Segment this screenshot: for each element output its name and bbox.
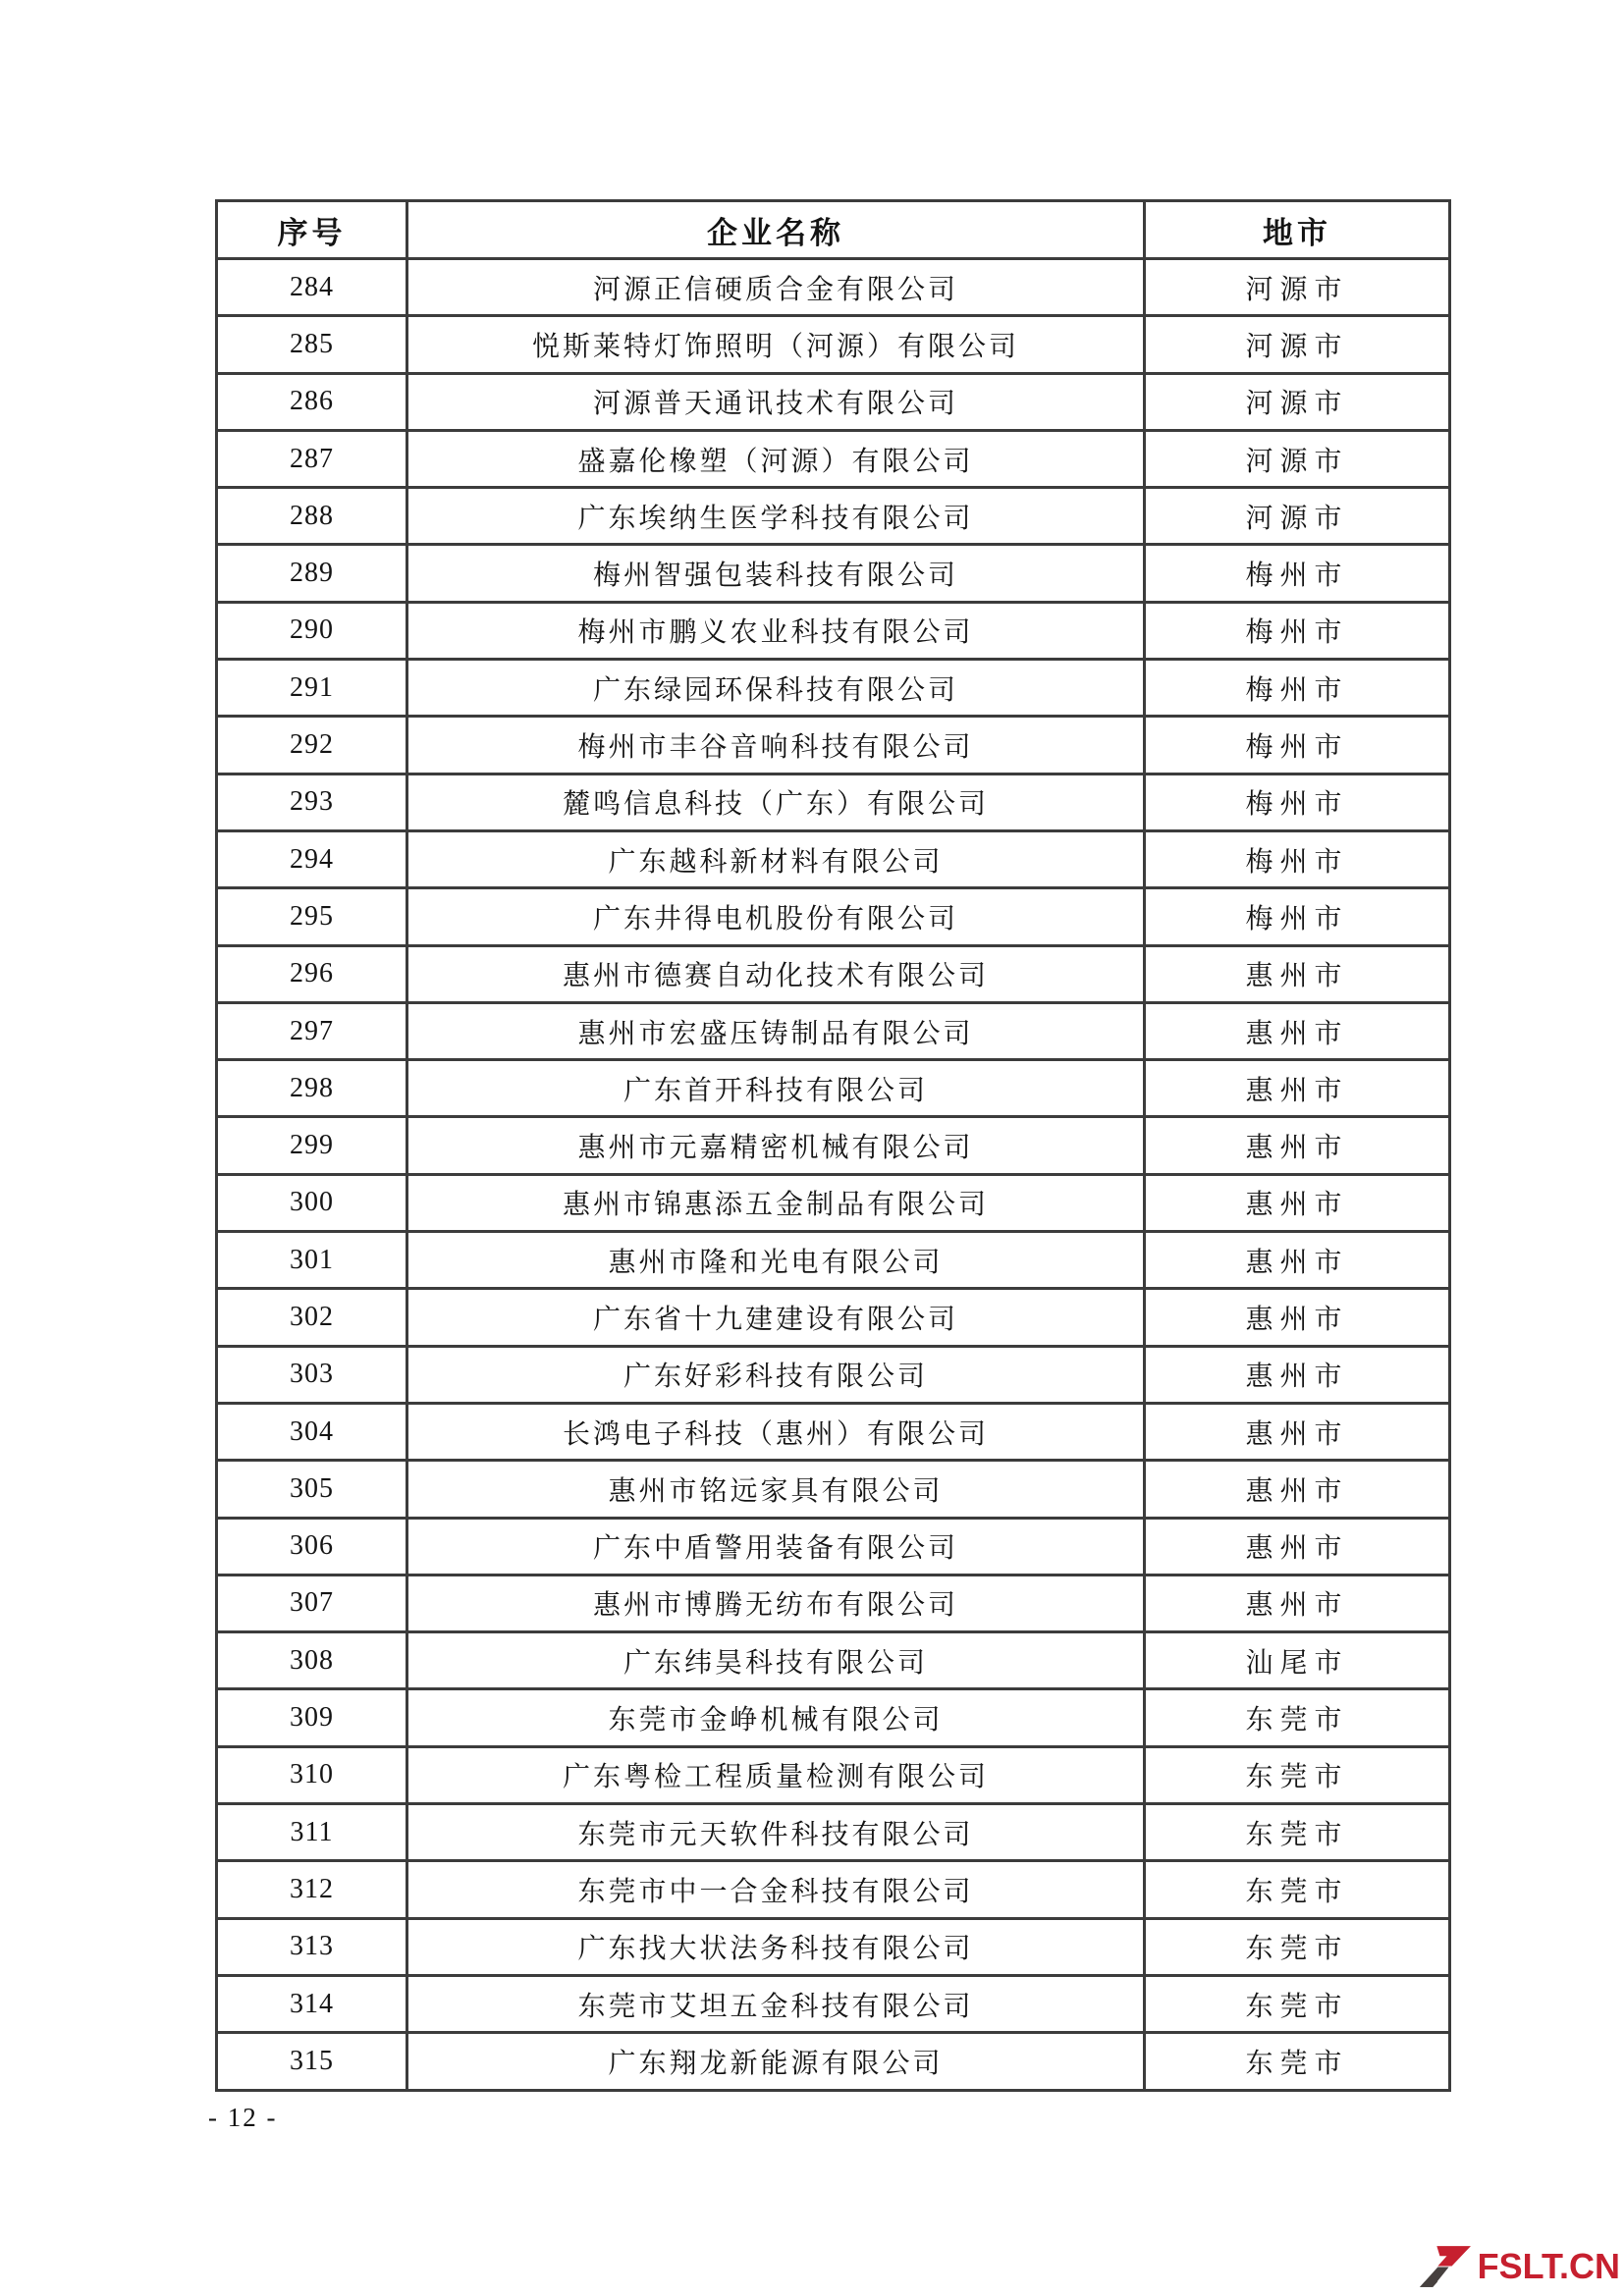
cell-serial: 315 <box>217 2033 407 2090</box>
cell-city: 惠州市 <box>1145 1117 1450 1174</box>
table-row <box>217 1632 1450 1689</box>
cell-company-name: 河源正信硬质合金有限公司 <box>407 259 1145 316</box>
cell-serial: 297 <box>217 1002 407 1059</box>
table-row <box>217 1117 1450 1174</box>
cell-company-name: 东莞市金峥机械有限公司 <box>407 1689 1145 1746</box>
cell-city: 东莞市 <box>1145 1689 1450 1746</box>
company-table <box>215 199 1451 2092</box>
cell-city: 惠州市 <box>1145 1518 1450 1575</box>
cell-city: 惠州市 <box>1145 1346 1450 1403</box>
cell-serial: 299 <box>217 1117 407 1174</box>
cell-city: 梅州市 <box>1145 660 1450 717</box>
cell-city: 惠州市 <box>1145 1461 1450 1518</box>
cell-serial: 289 <box>217 545 407 602</box>
cell-company-name: 广东找大状法务科技有限公司 <box>407 1918 1145 1975</box>
cell-city: 河源市 <box>1145 430 1450 487</box>
cell-serial: 288 <box>217 488 407 545</box>
cell-serial: 309 <box>217 1689 407 1746</box>
table-row <box>217 1289 1450 1346</box>
cell-city: 河源市 <box>1145 488 1450 545</box>
cell-city: 惠州市 <box>1145 1174 1450 1231</box>
cell-city: 汕尾市 <box>1145 1632 1450 1689</box>
cell-serial: 305 <box>217 1461 407 1518</box>
cell-serial: 306 <box>217 1518 407 1575</box>
cell-city: 东莞市 <box>1145 1975 1450 2032</box>
cell-company-name: 惠州市德赛自动化技术有限公司 <box>407 945 1145 1002</box>
cell-city: 惠州市 <box>1145 1403 1450 1460</box>
cell-city: 东莞市 <box>1145 1804 1450 1861</box>
cell-city: 东莞市 <box>1145 1861 1450 1918</box>
cell-city: 梅州市 <box>1145 602 1450 659</box>
cell-serial: 308 <box>217 1632 407 1689</box>
cell-serial: 293 <box>217 774 407 830</box>
cell-company-name: 广东首开科技有限公司 <box>407 1060 1145 1117</box>
cell-company-name: 长鸿电子科技（惠州）有限公司 <box>407 1403 1145 1460</box>
header-serial: 序号 <box>217 201 407 259</box>
cell-serial: 290 <box>217 602 407 659</box>
cell-serial: 285 <box>217 316 407 373</box>
header-company-name: 企业名称 <box>407 201 1145 259</box>
cell-city: 惠州市 <box>1145 1232 1450 1289</box>
cell-serial: 296 <box>217 945 407 1002</box>
table-row <box>217 1346 1450 1403</box>
table-header <box>217 201 1450 259</box>
table-row <box>217 1861 1450 1918</box>
cell-city: 梅州市 <box>1145 545 1450 602</box>
table-row <box>217 316 1450 373</box>
cell-city: 河源市 <box>1145 316 1450 373</box>
table-row <box>217 1174 1450 1231</box>
cell-company-name: 广东井得电机股份有限公司 <box>407 888 1145 945</box>
cell-company-name: 盛嘉伦橡塑（河源）有限公司 <box>407 430 1145 487</box>
table-row <box>217 2033 1450 2090</box>
cell-company-name: 麓鸣信息科技（广东）有限公司 <box>407 774 1145 830</box>
table-row <box>217 1518 1450 1575</box>
logo-red-shape <box>1436 2246 1471 2266</box>
table-row <box>217 602 1450 659</box>
cell-city: 惠州市 <box>1145 1575 1450 1631</box>
table-row <box>217 945 1450 1002</box>
cell-company-name: 梅州智强包装科技有限公司 <box>407 545 1145 602</box>
cell-serial: 295 <box>217 888 407 945</box>
cell-company-name: 惠州市铭远家具有限公司 <box>407 1461 1145 1518</box>
cell-company-name: 东莞市中一合金科技有限公司 <box>407 1861 1145 1918</box>
cell-serial: 301 <box>217 1232 407 1289</box>
cell-company-name: 河源普天通讯技术有限公司 <box>407 373 1145 430</box>
table-row <box>217 1746 1450 1803</box>
cell-serial: 300 <box>217 1174 407 1231</box>
table-row <box>217 259 1450 316</box>
cell-company-name: 广东绿园环保科技有限公司 <box>407 660 1145 717</box>
table-body <box>217 259 1450 2091</box>
cell-serial: 303 <box>217 1346 407 1403</box>
table-row <box>217 545 1450 602</box>
fslt-logo-icon <box>1418 2243 1473 2290</box>
cell-serial: 292 <box>217 717 407 774</box>
cell-company-name: 惠州市锦惠添五金制品有限公司 <box>407 1174 1145 1231</box>
cell-city: 东莞市 <box>1145 1918 1450 1975</box>
table-row <box>217 488 1450 545</box>
header-city: 地市 <box>1145 201 1450 259</box>
cell-serial: 286 <box>217 373 407 430</box>
cell-serial: 310 <box>217 1746 407 1803</box>
cell-serial: 312 <box>217 1861 407 1918</box>
cell-company-name: 广东好彩科技有限公司 <box>407 1346 1145 1403</box>
table-row <box>217 1002 1450 1059</box>
table-row <box>217 1232 1450 1289</box>
cell-company-name: 惠州市博腾无纺布有限公司 <box>407 1575 1145 1631</box>
cell-city: 梅州市 <box>1145 830 1450 887</box>
cell-city: 东莞市 <box>1145 1746 1450 1803</box>
logo-gray-foot <box>1420 2281 1437 2287</box>
cell-company-name: 悦斯莱特灯饰照明（河源）有限公司 <box>407 316 1145 373</box>
cell-city: 惠州市 <box>1145 945 1450 1002</box>
cell-company-name: 广东省十九建建设有限公司 <box>407 1289 1145 1346</box>
table-row <box>217 373 1450 430</box>
table-row <box>217 430 1450 487</box>
table-row <box>217 717 1450 774</box>
table-row <box>217 1575 1450 1631</box>
cell-serial: 284 <box>217 259 407 316</box>
cell-city: 惠州市 <box>1145 1060 1450 1117</box>
table-row <box>217 830 1450 887</box>
cell-company-name: 广东越科新材料有限公司 <box>407 830 1145 887</box>
watermark <box>1418 2243 1620 2290</box>
cell-serial: 291 <box>217 660 407 717</box>
cell-company-name: 惠州市隆和光电有限公司 <box>407 1232 1145 1289</box>
cell-city: 梅州市 <box>1145 774 1450 830</box>
fslt-logo-text: FSLT.CN <box>1477 2246 1620 2286</box>
table-row <box>217 1461 1450 1518</box>
cell-company-name: 广东中盾警用装备有限公司 <box>407 1518 1145 1575</box>
cell-city: 梅州市 <box>1145 717 1450 774</box>
cell-serial: 313 <box>217 1918 407 1975</box>
cell-company-name: 东莞市艾坦五金科技有限公司 <box>407 1975 1145 2032</box>
cell-serial: 304 <box>217 1403 407 1460</box>
table-row <box>217 1804 1450 1861</box>
cell-city: 河源市 <box>1145 373 1450 430</box>
table-row <box>217 1918 1450 1975</box>
cell-city: 梅州市 <box>1145 888 1450 945</box>
table-row <box>217 1060 1450 1117</box>
header-row <box>217 201 1450 259</box>
cell-company-name: 惠州市宏盛压铸制品有限公司 <box>407 1002 1145 1059</box>
table-row <box>217 660 1450 717</box>
cell-company-name: 梅州市丰谷音响科技有限公司 <box>407 717 1145 774</box>
table-row <box>217 1689 1450 1746</box>
page-number: - 12 - <box>208 2103 278 2132</box>
table-row <box>217 888 1450 945</box>
cell-city: 河源市 <box>1145 259 1450 316</box>
cell-serial: 307 <box>217 1575 407 1631</box>
cell-company-name: 广东埃纳生医学科技有限公司 <box>407 488 1145 545</box>
cell-serial: 311 <box>217 1804 407 1861</box>
cell-company-name: 惠州市元嘉精密机械有限公司 <box>407 1117 1145 1174</box>
table-row <box>217 1403 1450 1460</box>
cell-serial: 302 <box>217 1289 407 1346</box>
cell-serial: 287 <box>217 430 407 487</box>
cell-serial: 314 <box>217 1975 407 2032</box>
cell-company-name: 东莞市元天软件科技有限公司 <box>407 1804 1145 1861</box>
cell-company-name: 广东翔龙新能源有限公司 <box>407 2033 1145 2090</box>
table-row <box>217 1975 1450 2032</box>
table-row <box>217 774 1450 830</box>
cell-city: 东莞市 <box>1145 2033 1450 2090</box>
cell-company-name: 广东粤检工程质量检测有限公司 <box>407 1746 1145 1803</box>
cell-serial: 298 <box>217 1060 407 1117</box>
cell-company-name: 梅州市鹏义农业科技有限公司 <box>407 602 1145 659</box>
cell-serial: 294 <box>217 830 407 887</box>
cell-city: 惠州市 <box>1145 1002 1450 1059</box>
cell-city: 惠州市 <box>1145 1289 1450 1346</box>
cell-company-name: 广东纬昊科技有限公司 <box>407 1632 1145 1689</box>
